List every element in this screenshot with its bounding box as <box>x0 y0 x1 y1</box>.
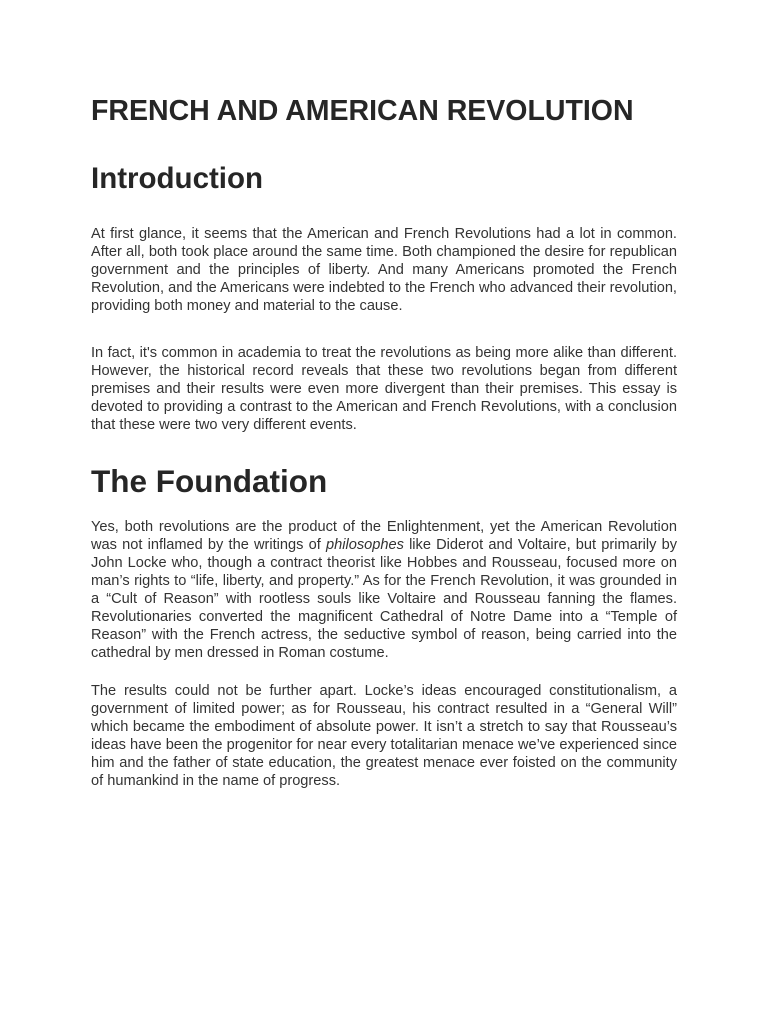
document-title: FRENCH AND AMERICAN REVOLUTION <box>91 95 634 127</box>
section-heading-introduction: Introduction <box>91 162 264 195</box>
intro-paragraph-1: At first glance, it seems that the American and French Revolutions had a lot in common. After all, both took place around the same time. Both championed the desire for republican government and the principles of liberty. And many Americans promoted the French Revolution, and the Americans were indebted to the French who advanced their revolution, providing both money and material to the cause. <box>91 226 677 314</box>
foundation-paragraph-1-text-a: Yes, both revolutions are the product of the Enlightenment, yet the American Revolution was not inflamed by the writings of <box>91 519 677 553</box>
section-heading-foundation: The Foundation <box>91 463 328 499</box>
foundation-paragraph-1 <box>91 518 677 662</box>
foundation-paragraph-1-emphasis: philosophes <box>325 537 404 553</box>
intro-paragraph-2: In fact, it's common in academia to treat the revolutions as being more alike than different. However, the historical record reveals that these two revolutions began from different premises and their results were even more divergent than their premises. This essay is devoted to providing a contrast to the American and French Revolutions, with a conclusion that these were two very different events. <box>91 345 677 433</box>
foundation-paragraph-1-text-b: like Diderot and Voltaire, but primarily by John Locke who, though a contract theorist like Hobbes and Rousseau, focused more on man’s rights to “life, liberty, and property.” As for the French Revolution, it was grounded in a “Cult of Reason” with rootless souls like Voltaire and Rousseau fanning the flames. Revolutionaries converted the magnificent Cathedral of Notre Dame into a “Temple of Reason” with the French actress, the seductive symbol of reason, being carried into the cathedral by men dressed in Roman costume. <box>91 537 677 661</box>
foundation-paragraph-2: The results could not be further apart. Locke’s ideas encouraged constitutionalism, a government of limited power; as for Rousseau, his contract resulted in a “General Will” which became the embodiment of absolute power. It isn’t a stretch to say that Rousseau’s ideas have been the progenitor for near every totalitarian menace we’ve experienced since him and the father of state education, the greatest menace ever foisted on the community of humankind in the name of progress. <box>91 683 677 789</box>
